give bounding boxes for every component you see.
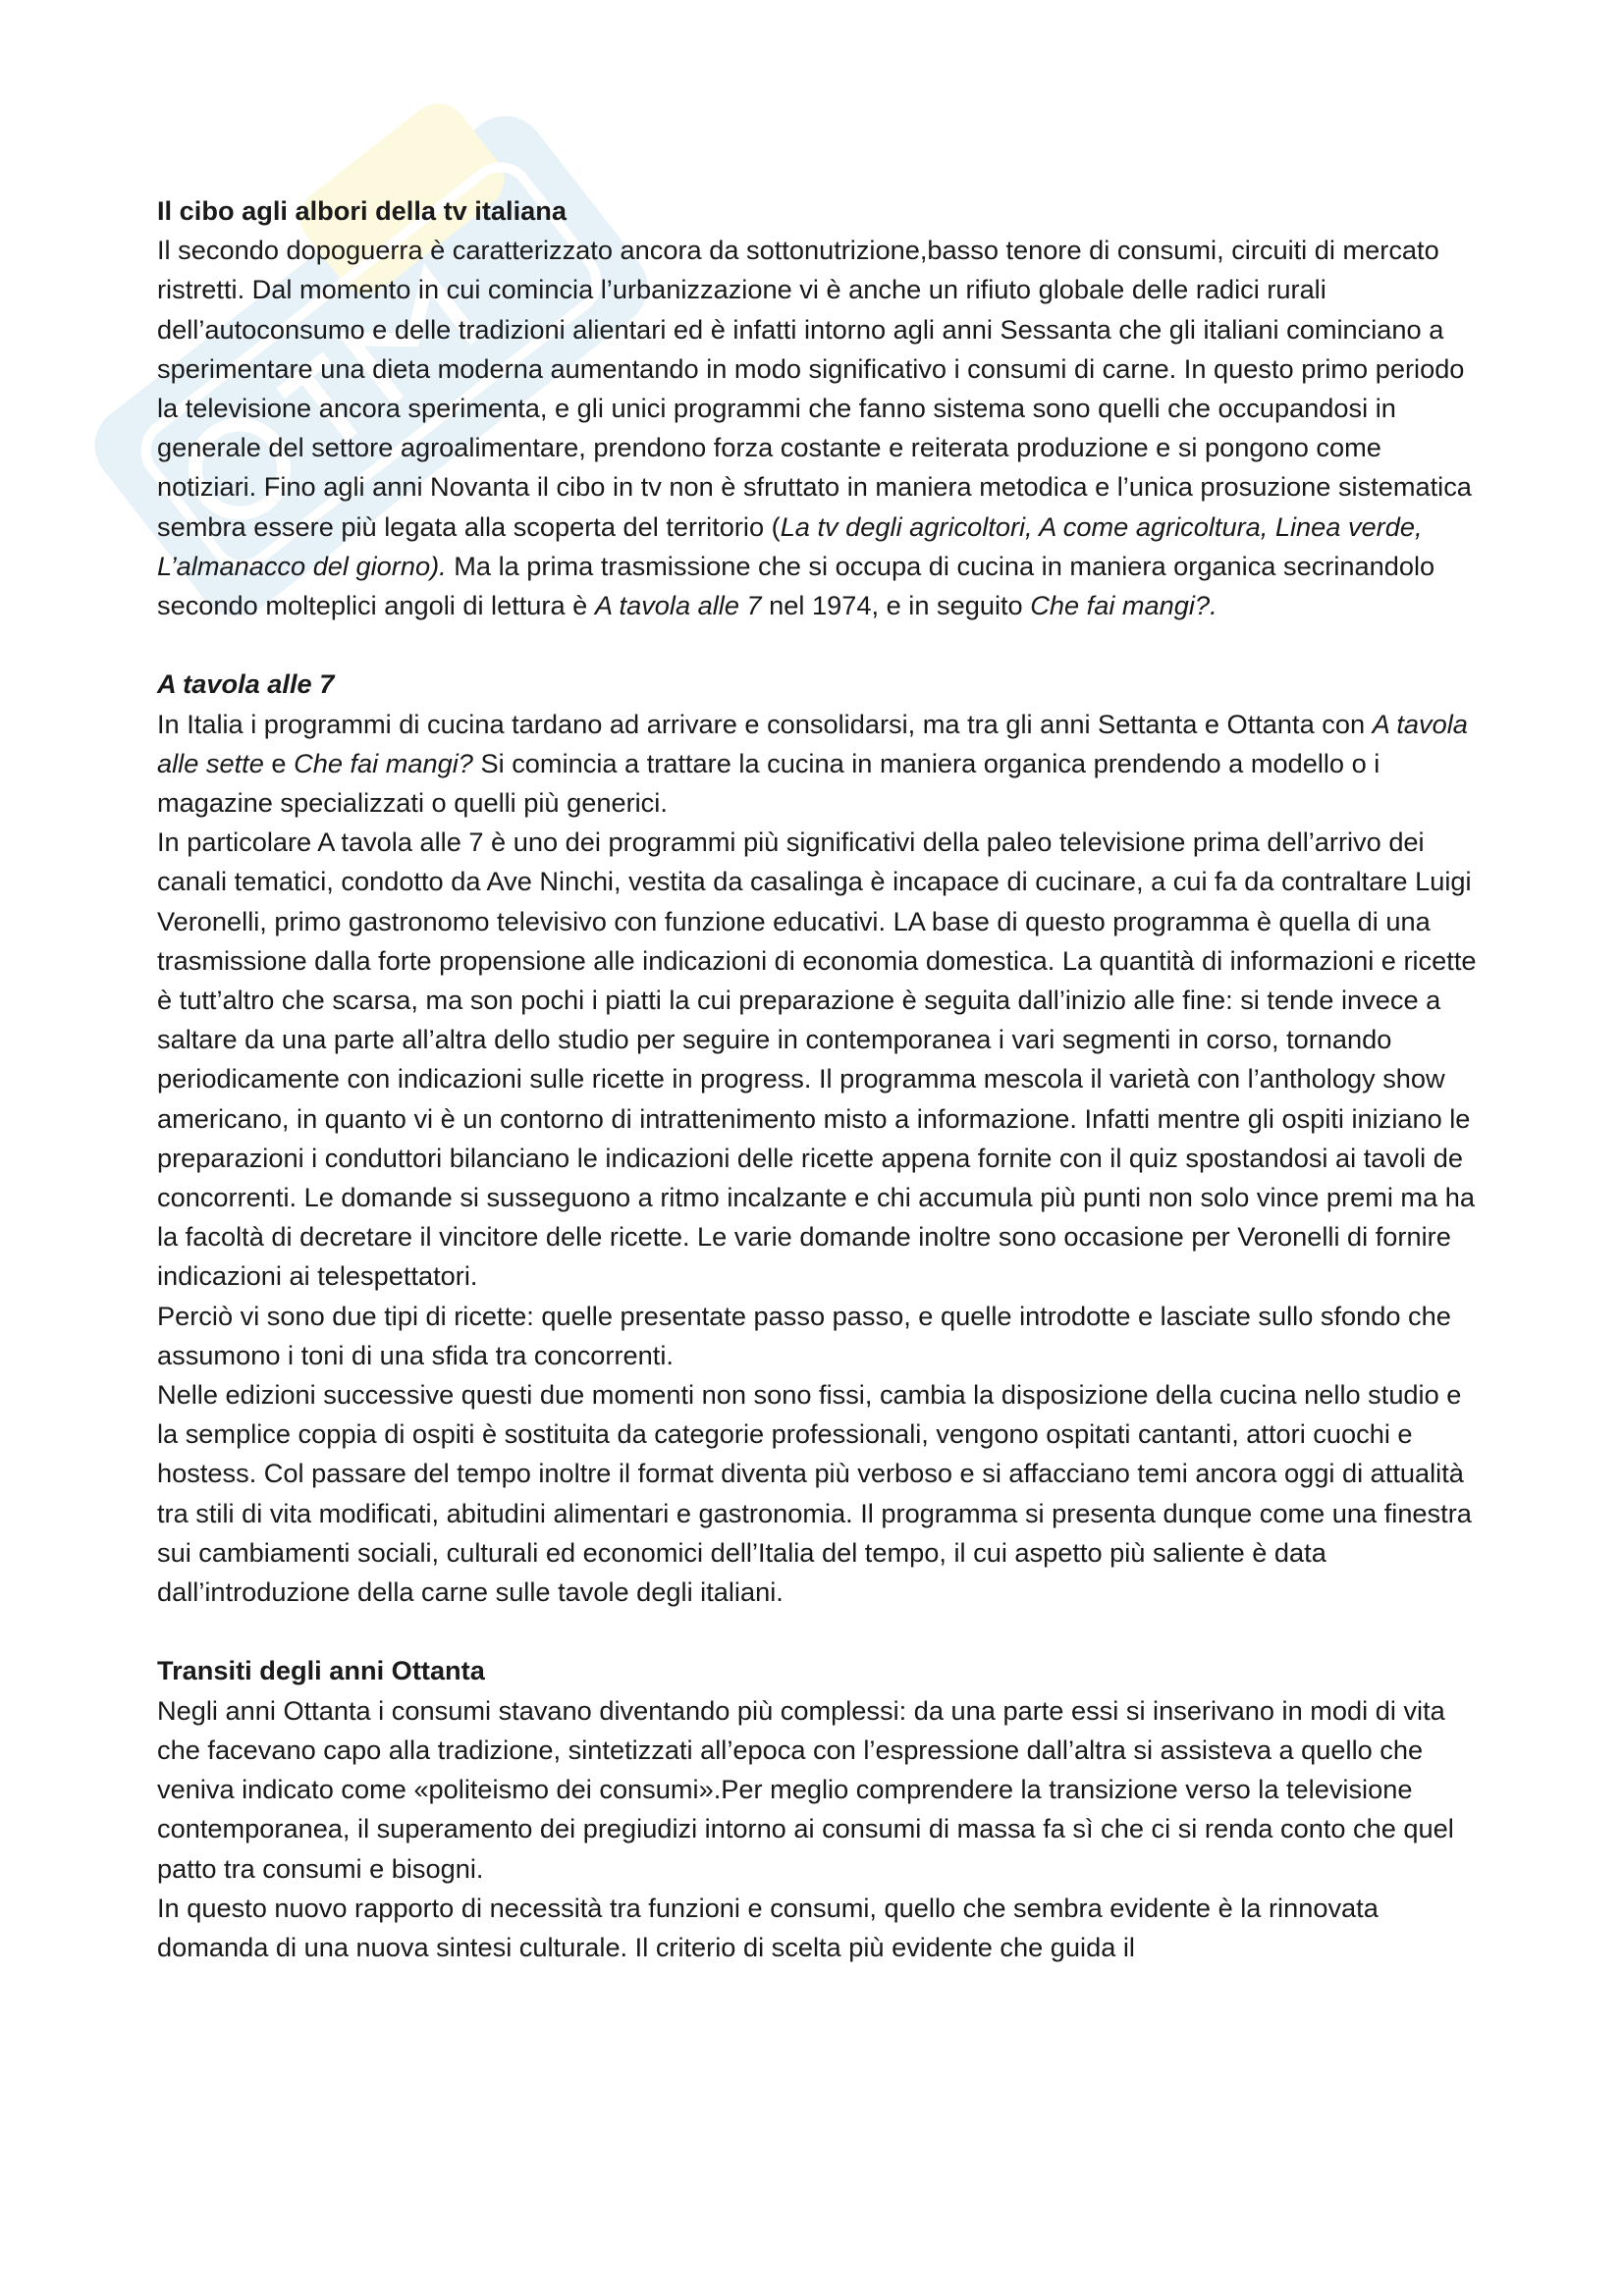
italic-text: A tavola alle 7 <box>594 590 762 621</box>
document-body <box>157 191 1478 1967</box>
paragraph-text: Si comincia a trattare la cucina in maniera organica prendendo a modello o i magazine specializzati o quelli più generici. <box>157 747 1380 819</box>
paragraph: In particolare A tavola alle 7 è uno dei programmi più significativi della paleo televisione prima dell’arrivo dei canali tematici, condotto da Ave Ninchi, vestita da casalinga è incapace di cucinare, a cui fa da contraltare Luigi Veronelli, primo gastronomo televisivo con funzione educativi. LA base di questo programma è quella di una trasmissione dalla forte propensione alle indicazioni di economia domestica. La quantità di informazioni e ricette è tutt’altro che scarsa, ma son pochi i piatti la cui preparazione è seguita dall’inizio alle fine: si tende invece a saltare da una parte all’altra dello studio per seguire in contemporanea i vari segmenti in corso, tornando periodicamente con indicazioni sulle ricette in progress. Il programma mescola il varietà con l’anthology show americano, in quanto vi è un contorno di intrattenimento misto a informazione. Infatti mentre gli ospiti iniziano le preparazioni i conduttori bilanciano le indicazioni delle ricette appena fornite con il quiz spostandosi ai tavoli de concorrenti. Le domande si susseguono a ritmo incalzante e chi accumula più punti non solo vince premi ma ha la facoltà di decretare il vincitore delle ricette. Le varie domande inoltre sono occasione per Veronelli di fornire indicazioni ai telespettatori. <box>157 827 1477 1292</box>
italic-text: La tv degli agricoltori, A come agricoltura, Linea verde, L’almanacco del giorno). <box>157 510 1423 581</box>
section-heading: Il cibo agli albori della tv italiana <box>157 195 567 226</box>
paragraph: Perciò vi sono due tipi di ricette: quelle presentate passo passo, e quelle introdotte e lasciate sullo sfondo che assumono i toni di una sfida tra concorrenti. <box>157 1300 1451 1370</box>
italic-text: A tavola alle sette <box>157 708 1468 778</box>
paragraph <box>157 705 1478 824</box>
paragraph-text: Il secondo dopoguerra è caratterizzato ancora da sottonutrizione,basso tenore di consumi, circuiti di mercato ristretti. Dal momento in cui comincia l’urbanizzazione vi è anche un rifiuto globale delle radici rurali dell’autoconsumo e delle tradizioni alientari ed è infatti intorno agli anni Sessanta che gli italiani cominciano a sperimentare una dieta moderna aumentando in modo significativo i consumi di carne. In questo primo periodo la televisione ancora sperimenta, e gli unici programmi che fanno sistema sono quelli che occupandosi in generale del settore agroalimentare, prendono forza costante e reiterata produzione e si pongono come notiziari. Fino agli anni Novanta il cibo in tv non è sfruttato in maniera metodica e l’unica prosuzione sistematica sembra essere più legata alla scoperta del territorio ( <box>157 235 1472 542</box>
section-heading: Transiti degli anni Ottanta <box>157 1655 485 1686</box>
paragraph-text: nel 1974, e in seguito <box>761 590 1031 621</box>
paragraph: Negli anni Ottanta i consumi stavano diventando più complessi: da una parte essi si inserivano in modi di vita che facevano capo alla tradizione, sintetizzati all’epoca con l’espressione dall’altra si assisteva a quello che veniva indicato come «politeismo dei consumi».Per meglio comprendere la transizione verso la televisione contemporanea, il superamento dei pregiudizi intorno ai consumi di massa fa sì che ci si renda conto che quel patto tra consumi e bisogni. <box>157 1694 1454 1884</box>
paragraph <box>157 231 1478 625</box>
italic-text: Che fai mangi? <box>294 747 473 778</box>
italic-text: Che fai mangi?. <box>1030 590 1217 621</box>
paragraph-text: Ma la prima trasmissione che si occupa di cucina in maniera organica secrinandolo secondo molteplici angoli di lettura è <box>157 550 1435 621</box>
paragraph: In questo nuovo rapporto di necessità tra funzioni e consumi, quello che sembra evidente è la rinnovata domanda di una nuova sintesi culturale. Il criterio di scelta più evidente che guida il <box>157 1892 1379 1962</box>
paragraph-text: e <box>263 747 295 778</box>
section-heading: A tavola alle 7 <box>157 668 335 700</box>
paragraph-text: In Italia i programmi di cucina tardano ad arrivare e consolidarsi, ma tra gli anni Settanta e Ottanta con <box>157 708 1373 739</box>
paragraph: Nelle edizioni successive questi due momenti non sono fissi, cambia la disposizione della cucina nello studio e la semplice coppia di ospiti è sostituita da categorie professionali, vengono ospitati cantanti, attori cuochi e hostess. Col passare del tempo inoltre il format diventa più verboso e si affacciano temi ancora oggi di attualità tra stili di vita modificati, abitudini alimentari e gastronomia. Il programma si presenta dunque come una finestra sui cambiamenti sociali, culturali ed economici dell’Italia del tempo, il cui aspetto più saliente è data dall’introduzione della carne sulle tavole degli italiani. <box>157 1379 1472 1608</box>
